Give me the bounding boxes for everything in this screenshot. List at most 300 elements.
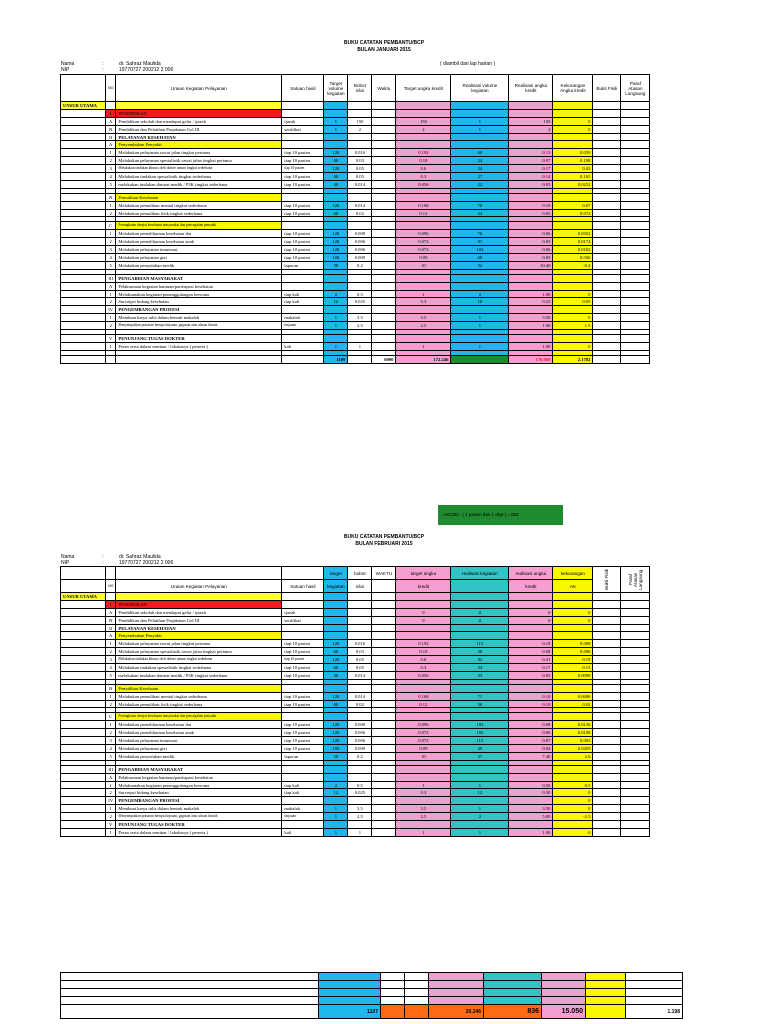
- row-bukti: [593, 201, 621, 209]
- header-cell: kegiatan: [324, 580, 348, 593]
- row-waktu: [372, 165, 396, 173]
- row-kekurangan: [553, 141, 593, 149]
- row-kekurangan: 0.0174: [553, 238, 593, 246]
- row-satuan: [282, 593, 324, 601]
- row-realisasi-angka: [509, 222, 553, 230]
- row-realisasi-angka: 0.30: [509, 789, 553, 797]
- row-target-angka: [396, 306, 451, 314]
- row-uraian: Melakukan pelayanan spesialistik rawat jalan tingkat pertama: [116, 648, 282, 656]
- table-row: [61, 141, 650, 149]
- table-row: [61, 222, 650, 230]
- row-bobot: [348, 797, 372, 805]
- row-bobot: [348, 141, 372, 149]
- row-satuan: tiap 10 pasien: [282, 745, 324, 753]
- margin-cell: [61, 246, 106, 254]
- row-target-angka: 0.3: [396, 789, 451, 797]
- margin-cell: [61, 828, 106, 836]
- margin-cell: [61, 664, 106, 672]
- row-no: B: [106, 684, 116, 692]
- margin-cell: [61, 173, 106, 181]
- table-row: [61, 238, 650, 246]
- row-waktu: [372, 238, 396, 246]
- row-bukti: [593, 616, 621, 624]
- row-target: 120: [324, 640, 348, 648]
- row-satuan: tiap 10 pasien: [282, 700, 324, 708]
- margin-cell: [61, 157, 106, 165]
- row-target: 1: [324, 805, 348, 813]
- row-uraian: Melakukan pemeliharaan kesehatan anak: [116, 729, 282, 737]
- table-row: [61, 721, 650, 729]
- row-kekurangan: [553, 306, 593, 314]
- row-bukti: [593, 117, 621, 125]
- row-realisasi-angka: 0.10: [509, 692, 553, 700]
- row-no: C: [106, 222, 116, 230]
- table-row: [61, 173, 650, 181]
- row-realisasi-angka: [509, 600, 553, 608]
- row-paraf: [621, 700, 650, 708]
- table-row: [61, 737, 650, 745]
- row-kekurangan: 0: [553, 805, 593, 813]
- row-target-angka: 0: [396, 616, 451, 624]
- row-satuan: tiap 10 pasien: [282, 209, 324, 217]
- row-waktu: [372, 773, 396, 781]
- row-kekurangan: 0.02: [553, 700, 593, 708]
- row-target: 12: [324, 789, 348, 797]
- row-no: 4: [106, 664, 116, 672]
- row-target-angka: 0.072: [396, 246, 451, 254]
- row-paraf: [621, 314, 650, 322]
- row-target-angka: 2.5: [396, 813, 451, 821]
- row-satuan: tiap 10 pasien: [282, 737, 324, 745]
- row-satuan: tiap kali: [282, 789, 324, 797]
- row-waktu: [372, 684, 396, 692]
- row-paraf: [621, 117, 650, 125]
- row-realisasi-volume: [451, 141, 509, 149]
- row-uraian: Melakukan tindakan spesialistik tingkat sederhana: [116, 173, 282, 181]
- nip-value: 19770727 200212 2 006: [119, 67, 174, 73]
- row-uraian: Penyembuhan Penyakit: [116, 141, 282, 149]
- header-cell: AK: [553, 580, 593, 593]
- row-target: 1: [324, 828, 348, 836]
- margin-cell: [61, 125, 106, 133]
- total-cell: 170.068: [509, 355, 553, 363]
- row-target: [324, 632, 348, 640]
- row-uraian: Pendidikan dan Pelatihan Prajabatan Gol III: [116, 616, 282, 624]
- table-row: [61, 180, 650, 188]
- row-no: 2: [106, 700, 116, 708]
- row-target-angka: 1: [396, 828, 451, 836]
- row-paraf: [621, 721, 650, 729]
- nama-label: Nama: [61, 61, 75, 67]
- row-target-angka: [396, 765, 451, 773]
- row-satuan: tiap kali: [282, 781, 324, 789]
- row-satuan: tiap 10 pasien: [282, 149, 324, 157]
- table-row: [61, 209, 650, 217]
- row-realisasi-angka: [509, 773, 553, 781]
- row-no: 2: [106, 298, 116, 306]
- header-cell: Kekurangan Angka kredit: [553, 75, 593, 102]
- row-kekurangan: 0.0352: [553, 230, 593, 238]
- row-bobot: [348, 600, 372, 608]
- row-satuan: tiap 10 pasien: [282, 165, 324, 173]
- row-uraian: PENGABDIAN MASYARAKAT: [116, 274, 282, 282]
- row-no: II: [106, 624, 116, 632]
- row-paraf: [621, 141, 650, 149]
- row-realisasi-volume: [451, 765, 509, 773]
- header-cell: [106, 567, 116, 580]
- header-cell: [61, 580, 106, 593]
- row-kekurangan: 0: [553, 608, 593, 616]
- table-row: [61, 306, 650, 314]
- row-target-angka: [396, 282, 451, 290]
- row-paraf: [621, 193, 650, 201]
- row-uraian: Peran serta dalam seminar / lokakarya ( peserta ): [116, 342, 282, 350]
- header-cell: [61, 75, 106, 102]
- row-bobot: 2.5: [348, 813, 372, 821]
- row-target: 100: [324, 254, 348, 262]
- row-realisasi-angka: 0.07: [509, 737, 553, 745]
- row-realisasi-angka: 10.40: [509, 261, 553, 269]
- header-cell: realisasi angka: [509, 567, 553, 580]
- margin-cell: [61, 342, 106, 350]
- row-target-angka: 0.096: [396, 230, 451, 238]
- row-realisasi-volume: [451, 306, 509, 314]
- total-cell: 172.246: [396, 355, 451, 363]
- row-uraian: Pendidikan dan Pelatihan Prajabatan Gol III: [116, 125, 282, 133]
- table-row: [61, 805, 650, 813]
- row-kekurangan: 1.5: [553, 322, 593, 330]
- table-row: [61, 125, 650, 133]
- row-uraian: Penyembuhan Penyakit: [116, 632, 282, 640]
- row-target: [324, 773, 348, 781]
- row-waktu: [372, 246, 396, 254]
- table-row: [61, 149, 650, 157]
- row-target: [324, 141, 348, 149]
- row-waktu: [372, 306, 396, 314]
- row-satuan: [282, 109, 324, 117]
- row-waktu: [372, 805, 396, 813]
- row-paraf: [621, 608, 650, 616]
- row-target-angka: 0.056: [396, 671, 451, 679]
- row-satuan: [282, 141, 324, 149]
- row-paraf: [621, 254, 650, 262]
- row-waktu: [372, 781, 396, 789]
- row-bobot: 0.014: [348, 692, 372, 700]
- row-target-angka: 0.12: [396, 209, 451, 217]
- row-satuan: tiap 10 pasien: [282, 230, 324, 238]
- row-satuan: [282, 632, 324, 640]
- row-bobot: 0.016: [348, 149, 372, 157]
- margin-cell: [61, 193, 106, 201]
- row-no: A: [106, 117, 116, 125]
- row-target: [324, 335, 348, 343]
- row-bukti: [593, 322, 621, 330]
- row-bukti: [593, 813, 621, 821]
- row-paraf: [621, 713, 650, 721]
- row-target-angka: 0: [396, 608, 451, 616]
- row-target: 100: [324, 745, 348, 753]
- row-satuan: tiap 10 pasien: [282, 656, 324, 664]
- row-realisasi-angka: 0: [509, 608, 553, 616]
- row-waktu: [372, 180, 396, 188]
- table-row: [61, 729, 650, 737]
- margin-cell: [61, 656, 106, 664]
- margin-cell: [61, 230, 106, 238]
- row-target-angka: 0.192: [396, 640, 451, 648]
- row-satuan: [282, 713, 324, 721]
- row-target: 120: [324, 201, 348, 209]
- row-kekurangan: [553, 765, 593, 773]
- row-no: 3: [106, 165, 116, 173]
- row-realisasi-volume: 60: [451, 149, 509, 157]
- row-no: 1: [106, 230, 116, 238]
- row-waktu: [372, 600, 396, 608]
- header-cell: Bukti Fisik: [593, 75, 621, 102]
- row-satuan: [282, 765, 324, 773]
- header-cell: Realisasi angka kredit: [509, 75, 553, 102]
- row-kekurangan: 0.096: [553, 648, 593, 656]
- row-kekurangan: [553, 109, 593, 117]
- margin-cell: [61, 290, 106, 298]
- row-kekurangan: [553, 282, 593, 290]
- row-waktu: [372, 282, 396, 290]
- row-realisasi-angka: 0.14: [509, 173, 553, 181]
- row-uraian: Melakukan pelayanan rawat jalan tingkat pertama: [116, 149, 282, 157]
- row-uraian: PELAYANAN KESEHATAN: [116, 624, 282, 632]
- row-target-angka: 0.6: [396, 656, 451, 664]
- row-target: 40: [324, 671, 348, 679]
- row-uraian: Melaksanakan kegiatan penanggulangan bencana: [116, 781, 282, 789]
- row-no: 2: [106, 209, 116, 217]
- row-no: C: [106, 713, 116, 721]
- total-cell: [593, 355, 621, 363]
- row-satuan: tinjauan: [282, 322, 324, 330]
- row-realisasi-volume: 0: [451, 608, 509, 616]
- row-target: 12: [324, 298, 348, 306]
- row-target-angka: 2: [396, 125, 451, 133]
- row-uraian: melakukan tindakan darurat medik / P3K tingkat sederhana: [116, 180, 282, 188]
- row-realisasi-angka: 0.05: [509, 209, 553, 217]
- row-waktu: [372, 828, 396, 836]
- row-target: 40: [324, 180, 348, 188]
- row-paraf: [621, 335, 650, 343]
- row-realisasi-angka: [509, 282, 553, 290]
- row-kekurangan: 0.5: [553, 781, 593, 789]
- row-realisasi-angka: 1.00: [509, 828, 553, 836]
- row-waktu: [372, 729, 396, 737]
- nip-colon: :: [102, 560, 104, 566]
- row-realisasi-angka: [509, 632, 553, 640]
- row-realisasi-angka: [509, 102, 553, 110]
- table-row: [61, 314, 650, 322]
- row-waktu: [372, 314, 396, 322]
- row-paraf: [621, 173, 650, 181]
- row-target-angka: [396, 632, 451, 640]
- row-waktu: [372, 671, 396, 679]
- row-waktu: [372, 322, 396, 330]
- row-kekurangan: 0: [553, 314, 593, 322]
- row-no: 3: [106, 246, 116, 254]
- row-kekurangan: 0.43: [553, 165, 593, 173]
- row-realisasi-volume: [451, 632, 509, 640]
- row-no: A: [106, 282, 116, 290]
- row-target: [324, 274, 348, 282]
- row-paraf: [621, 201, 650, 209]
- row-paraf: [621, 664, 650, 672]
- row-target-angka: [396, 797, 451, 805]
- nama-value: dr. Sahraz Maulida: [119, 554, 161, 560]
- row-bobot: [348, 222, 372, 230]
- row-waktu: [372, 593, 396, 601]
- row-target-angka: 2.5: [396, 322, 451, 330]
- row-uraian: Melakukan pemulihan mental tingkat sederhana: [116, 692, 282, 700]
- header-cell: Satuan hasil: [282, 75, 324, 102]
- margin-cell: [61, 109, 106, 117]
- row-bukti: [593, 632, 621, 640]
- row-realisasi-volume: 52: [451, 261, 509, 269]
- row-kekurangan: [553, 632, 593, 640]
- totals-blank-row: [61, 981, 683, 989]
- margin-cell: [61, 141, 106, 149]
- row-uraian: Melakukan pemeliharaan kesehatan anak: [116, 238, 282, 246]
- margin-cell: [61, 752, 106, 760]
- jan-activity-table: [60, 74, 650, 364]
- table-row: [61, 102, 650, 110]
- row-realisasi-angka: 5.00: [509, 813, 553, 821]
- row-satuan: makalah: [282, 314, 324, 322]
- row-target-angka: 0.072: [396, 737, 451, 745]
- row-bobot: 0.014: [348, 671, 372, 679]
- row-satuan: kali: [282, 828, 324, 836]
- row-realisasi-volume: 102: [451, 729, 509, 737]
- table-row: [61, 616, 650, 624]
- row-no: 5: [106, 752, 116, 760]
- row-paraf: [621, 157, 650, 165]
- row-waktu: [372, 700, 396, 708]
- row-waktu: [372, 721, 396, 729]
- row-bobot: [348, 133, 372, 141]
- row-uraian: Pendidikan sekolah dan mendapat gelar / ijazah: [116, 117, 282, 125]
- row-no: V: [106, 335, 116, 343]
- row-target: [324, 608, 348, 616]
- row-uraian: Melakukan pelayanan rawat jalan tingkat pertama: [116, 640, 282, 648]
- row-target-angka: 3.5: [396, 314, 451, 322]
- total-cell: [61, 355, 106, 363]
- row-paraf: [621, 209, 650, 217]
- row-uraian: Menyampaikan prasaran berupa tinjauan, gagasan atau ulasan ilmiah: [116, 322, 282, 330]
- header-cell: target angka: [396, 567, 451, 580]
- margin-cell: [61, 805, 106, 813]
- row-realisasi-angka: [509, 624, 553, 632]
- row-bobot: 1: [348, 342, 372, 350]
- header-cell: kredit: [509, 580, 553, 593]
- row-realisasi-volume: 24: [451, 209, 509, 217]
- row-realisasi-angka: 0.10: [509, 700, 553, 708]
- row-kekurangan: 0.008: [553, 640, 593, 648]
- row-realisasi-volume: [451, 133, 509, 141]
- row-realisasi-angka: 0.05: [509, 238, 553, 246]
- row-target: 120: [324, 230, 348, 238]
- row-satuan: tiap 10 pasien: [282, 180, 324, 188]
- row-satuan: [282, 773, 324, 781]
- row-bukti: [593, 593, 621, 601]
- row-bobot: [348, 624, 372, 632]
- row-kekurangan: 0.165: [553, 173, 593, 181]
- row-realisasi-angka: [509, 797, 553, 805]
- row-no: 5: [106, 180, 116, 188]
- feb-activity-table: [60, 566, 650, 837]
- table-row: [61, 230, 650, 238]
- row-kekurangan: 0.13: [553, 664, 593, 672]
- row-paraf: [621, 274, 650, 282]
- row-target-angka: [396, 102, 451, 110]
- row-target: [324, 593, 348, 601]
- row-bobot: [348, 713, 372, 721]
- row-target: 120: [324, 729, 348, 737]
- table-row: [61, 700, 650, 708]
- row-realisasi-volume: 1: [451, 117, 509, 125]
- row-paraf: [621, 290, 650, 298]
- row-kekurangan: [553, 274, 593, 282]
- row-target-angka: [396, 713, 451, 721]
- row-target: 120: [324, 721, 348, 729]
- row-target: [324, 282, 348, 290]
- row-target: [324, 624, 348, 632]
- row-satuan: tiap 10 pasien: [282, 648, 324, 656]
- row-paraf: [621, 238, 650, 246]
- row-bobot: 0.014: [348, 201, 372, 209]
- row-realisasi-volume: 115: [451, 737, 509, 745]
- table-row: [61, 828, 650, 836]
- header-cell: kekurangan: [553, 567, 593, 580]
- row-bukti: [593, 664, 621, 672]
- row-waktu: [372, 608, 396, 616]
- row-kekurangan: [553, 222, 593, 230]
- row-bobot: [348, 608, 372, 616]
- row-bobot: [348, 632, 372, 640]
- table-row: [61, 640, 650, 648]
- row-no: [106, 102, 116, 110]
- total-realisasi-volume: 836: [484, 1005, 542, 1019]
- row-bobot: 0.05: [348, 664, 372, 672]
- row-kekurangan: [553, 193, 593, 201]
- row-kekurangan: 0.0108: [553, 729, 593, 737]
- row-no: 1: [106, 640, 116, 648]
- row-bukti: [593, 342, 621, 350]
- header-cell: [451, 580, 509, 593]
- row-realisasi-volume: 60: [451, 254, 509, 262]
- row-realisasi-angka: [509, 274, 553, 282]
- row-no: A: [106, 773, 116, 781]
- row-uraian: Pelaksanaan kegiatan bantuan/partisipasi kesehatan: [116, 282, 282, 290]
- row-bukti: [593, 246, 621, 254]
- table-row: [61, 752, 650, 760]
- row-paraf: [621, 180, 650, 188]
- row-uraian: Melakukan pelayanan imunisasi: [116, 737, 282, 745]
- table-row: [61, 684, 650, 692]
- header-cell: Paraf Atasan Langsung: [621, 75, 650, 102]
- row-satuan: [282, 600, 324, 608]
- row-realisasi-volume: 34: [451, 664, 509, 672]
- row-bukti: [593, 789, 621, 797]
- row-realisasi-volume: 1: [451, 805, 509, 813]
- row-bobot: [348, 684, 372, 692]
- row-no: 4: [106, 173, 116, 181]
- row-no: 4: [106, 254, 116, 262]
- row-uraian: Melakukan pemeliharaan kesehatan ibu: [116, 721, 282, 729]
- header-cell: Target volume kegiatan: [324, 75, 348, 102]
- row-no: IV: [106, 797, 116, 805]
